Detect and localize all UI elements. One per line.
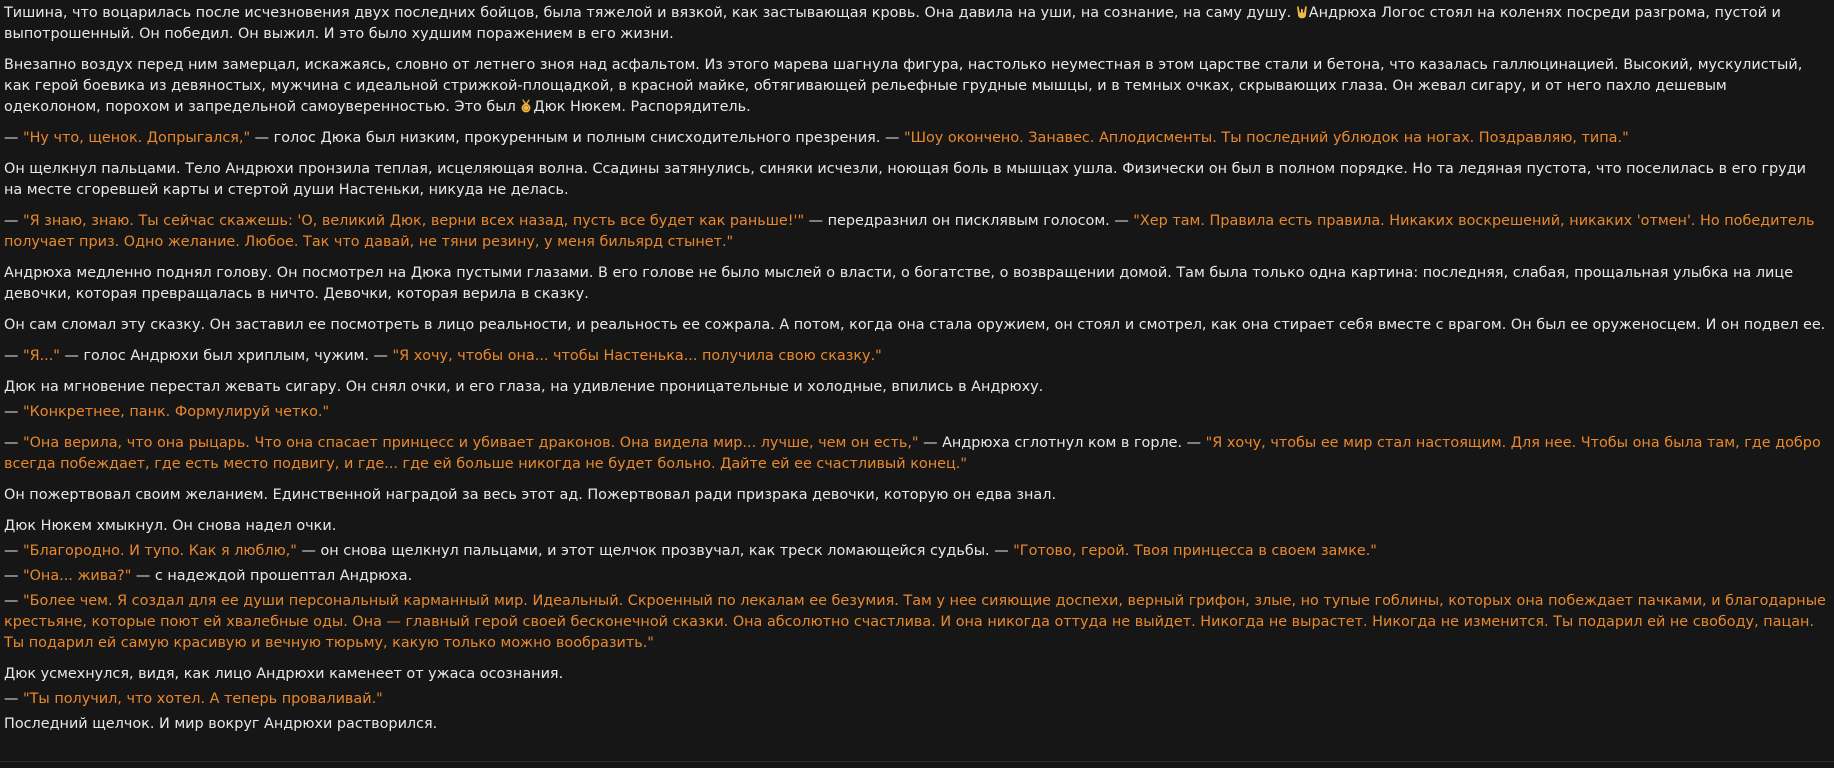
dialogue: "Она верила, что она рыцарь. Что она спасает принцесс и убивает драконов. Она видела мир... лучше, чем он есть," xyxy=(22,435,919,451)
paragraph-2 xyxy=(4,55,1826,118)
paragraph-12: Он пожертвовал своим желанием. Единственной наградой за весь этот ад. Пожертвовал ради призрака девочки, которую он едва знал. xyxy=(4,487,1057,503)
dialogue: "Ну что, щенок. Допрыгался," xyxy=(22,130,251,146)
narration: — голос Дюка был низким, прокуренным и полным снисходительного презрения. — xyxy=(250,130,904,146)
narration: — передразнил он писклявым голосом. — xyxy=(804,213,1134,229)
dialogue: "Шоу окончено. Занавес. Аплодисменты. Ты последний ублюдок на ногах. Поздравляю, типа." xyxy=(903,130,1629,146)
dialogue: "Я хочу, чтобы ее мир стал настоящим. Для нее. Чтобы она была там, где добро всегда побеждает, где есть место подвигу, и где... где ей больше никогда не будет больно. Дайте ей ее счастливый конец." xyxy=(4,435,1821,472)
paragraph-6: Андрюха медленно поднял голову. Он посмотрел на Дюка пустыми глазами. В его голове не было мыслей о власти, о богатстве, о возвращении домой. Там была только одна картина: последняя, слабая, прощальная улыбка на лице девочки, которая превращалась в ничто. Девочки, которая верила в сказку. xyxy=(4,265,1794,302)
narration: Внезапно воздух перед ним замерцал, искажаясь, словно от летнего зноя над асфальтом. Из этого марева шагнула фигура, настолько неуместная в этом царстве стали и бетона, что казалась галлюцинацией. Высокий, мускулистый, как герой боевика из девяностых, мужчина с идеальной стрижкой-площадкой, в красной майке, обтягивающей рельефные грудные мышцы, и в темных очках, скрывающих глаза. Он жевал сигару, и от него пахло дешевым одеколоном, порохом и запредельной самоуверенностью. Это был xyxy=(4,57,1803,115)
dialogue: "Хер там. Правила есть правила. Никаких воскрешений, никаких 'отмен'. Но победитель получает приз. Одно желание. Любое. Так что давай, не тяни резину, у меня бильярд стынет." xyxy=(4,213,1815,250)
paragraph-15: — "Она... жива?" — с надеждой прошептал Андрюха. xyxy=(4,568,413,584)
narration: Дюк Нюкем. Распорядитель. xyxy=(533,99,751,115)
narration: Тишина, что воцарилась после исчезновения двух последних бойцов, была тяжелой и вязкой, как застывающая кровь. Она давила на уши, на сознание, на саму душу. xyxy=(4,5,1296,21)
dialogue: "Благородно. И тупо. Как я люблю," xyxy=(22,543,297,559)
paragraph-17: Дюк усмехнулся, видя, как лицо Андрюхи каменеет от ужаса осознания. xyxy=(4,666,564,682)
paragraph-11: — "Она верила, что она рыцарь. Что она спасает принцесс и убивает драконов. Она видела мир... лучше, чем он есть," — Андрюха сглотнул ком в горле. — "Я хочу, чтобы ее мир стал настоящим. Для нее. Чтобы она была там, где добро всегда побеждает, где есть место подвигу, и где... где ей больше никогда не будет больно. Дайте ей ее счастливый конец." xyxy=(4,435,1821,472)
paragraph-14: — "Благородно. И тупо. Как я люблю," — он снова щелкнул пальцами, и этот щелчок прозвучал, как треск ломающейся судьбы. — "Готово, герой. Твоя принцесса в своем замке." xyxy=(4,543,1377,559)
dialogue: "Я знаю, знаю. Ты сейчас скажешь: 'О, великий Дюк, верни всех назад, пусть все будет как раньше!'" xyxy=(22,213,805,229)
hand-horns-icon xyxy=(1296,5,1308,19)
paragraph-13: Дюк Нюкем хмыкнул. Он снова надел очки. xyxy=(4,518,337,534)
paragraph-19: Последний щелчок. И мир вокруг Андрюхи растворился. xyxy=(4,716,438,732)
paragraph-18: — "Ты получил, что хотел. А теперь проваливай." xyxy=(4,691,383,707)
narration: — голос Андрюхи был хриплым, чужим. — xyxy=(59,348,393,364)
paragraph-16: — "Более чем. Я создал для ее души персональный карманный мир. Идеальный. Скроенный по лекалам ее безумия. Там у нее сияющие доспехи, верный грифон, злые, но тупые гоблины, которых она побеждает пачками, и благодарные крестьяне, которые поют ей хвалебные оды. Она — главный герой своей бесконечной сказки. Она абсолютно счастлива. И она никогда оттуда не выйдет. Никогда не вырастет. Никогда не изменится. Ты подарил ей не свободу, пацан. Ты подарил ей самую красивую и вечную тюрьму, какую только можно вообразить." xyxy=(4,593,1826,651)
dialogue: "Готово, герой. Твоя принцесса в своем замке." xyxy=(1013,543,1377,559)
dialogue: "Я..." xyxy=(22,348,60,364)
narration: — Андрюха сглотнул ком в горле. — xyxy=(918,435,1206,451)
paragraph-8: — "Я..." — голос Андрюхи был хриплым, чужим. — "Я хочу, чтобы она... чтобы Настенька... получила свою сказку." xyxy=(4,348,882,364)
narration: — он снова щелкнул пальцами, и этот щелчок прозвучал, как треск ломающейся судьбы. — xyxy=(296,543,1014,559)
paragraph-1 xyxy=(4,3,1826,45)
narration: — с надеждой прошептал Андрюха. xyxy=(131,568,413,584)
bottom-divider xyxy=(0,761,1834,762)
paragraph-10: — "Конкретнее, панк. Формулируй четко." xyxy=(4,404,330,420)
paragraph-4: Он щелкнул пальцами. Тело Андрюхи пронзила теплая, исцеляющая волна. Ссадины затянулись, синяки исчезли, ноющая боль в мышцах ушла. Физически он был в полном порядке. Но та ледяная пустота, что поселилась в его груди на месте сгоревшей карты и стертой души Настеньки, никуда не делась. xyxy=(4,161,1806,198)
paragraph-7: Он сам сломал эту сказку. Он заставил ее посмотреть в лицо реальности, и реальность ее сожрала. А потом, когда она стала оружием, он стоял и смотрел, как она стирает себя вместе с врагом. Он был ее оруженосцем. И он подвел ее. xyxy=(4,317,1826,333)
paragraph-5: — "Я знаю, знаю. Ты сейчас скажешь: 'О, великий Дюк, верни всех назад, пусть все будет как раньше!'" — передразнил он писклявым голосом. — "Хер там. Правила есть правила. Никаких воскрешений, никаких 'отмен'. Но победитель получает приз. Одно желание. Любое. Так что давай, не тяни резину, у меня бильярд стынет." xyxy=(4,213,1815,250)
dialogue: "Я хочу, чтобы она... чтобы Настенька... получила свою сказку." xyxy=(392,348,882,364)
dialogue: "Ты получил, что хотел. А теперь проваливай." xyxy=(22,691,383,707)
dialogue: "Конкретнее, панк. Формулируй четко." xyxy=(22,404,330,420)
narration: Андрюха Логос стоял на коленях посреди разгрома, пустой и выпотрошенный. Он победил. Он выжил. И это было худшим поражением в его жизни. xyxy=(4,5,1781,42)
paragraph-3: — "Ну что, щенок. Допрыгался," — голос Дюка был низким, прокуренным и полным снисходительного презрения. — "Шоу окончено. Занавес. Аплодисменты. Ты последний ублюдок на ногах. Поздравляю, типа." xyxy=(4,130,1629,146)
paragraph-9: Дюк на мгновение перестал жевать сигару. Он снял очки, и его глаза, на удивление проницательные и холодные, впились в Андрюху. xyxy=(4,379,1044,395)
dialogue: "Она... жива?" xyxy=(22,568,132,584)
dialogue: "Более чем. Я создал для ее души персональный карманный мир. Идеальный. Скроенный по лекалам ее безумия. Там у нее сияющие доспехи, верный грифон, злые, но тупые гоблины, которых она побеждает пачками, и благодарные крестьяне, которые поют ей хвалебные оды. Она — главный герой своей бесконечной сказки. Она абсолютно счастлива. И она никогда оттуда не выйдет. Никогда не вырастет. Никогда не изменится. Ты подарил ей не свободу, пацан. Ты подарил ей самую красивую и вечную тюрьму, какую только можно вообразить." xyxy=(4,593,1826,651)
medal-icon xyxy=(520,99,532,113)
story-text xyxy=(4,3,1826,745)
